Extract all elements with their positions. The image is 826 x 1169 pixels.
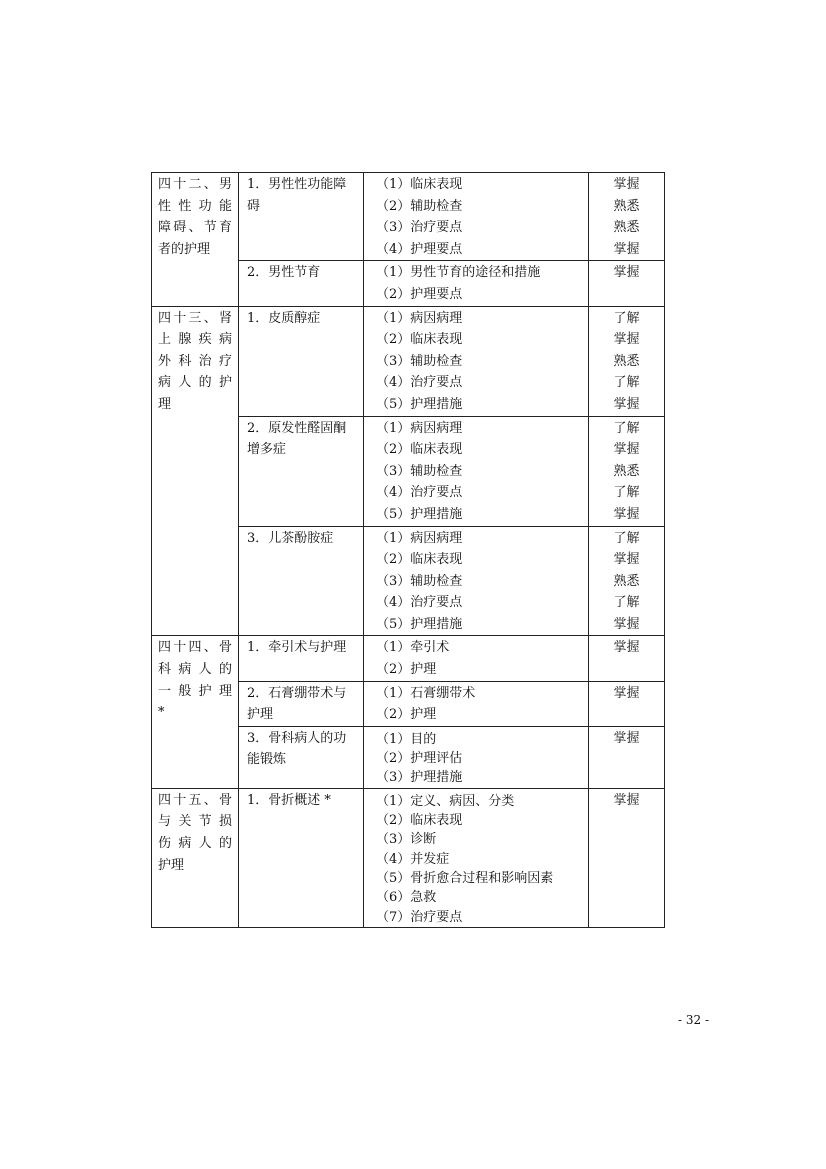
- requirement-level: 掌握: [613, 640, 640, 656]
- chapter-text: 四十四、骨: [158, 640, 232, 656]
- content-item: （4）治疗要点: [376, 595, 463, 611]
- page-number: - 32 -: [678, 1013, 710, 1027]
- topic-title: 护理: [247, 707, 274, 723]
- chapter-text: 病人的护: [158, 375, 232, 391]
- requirement-level: 掌握: [613, 792, 640, 808]
- chapter-text: 理: [158, 396, 172, 412]
- content-item: （1）石膏绷带术: [376, 685, 476, 701]
- requirement-level: 掌握: [613, 265, 640, 281]
- topic-title: 1．男性性功能障: [247, 177, 347, 192]
- topic-title: 1．皮质醇症: [247, 310, 321, 326]
- topic-cell: [239, 261, 364, 306]
- requirement-level: 掌握: [613, 396, 640, 412]
- content-item: （3）辅助检查: [376, 353, 463, 369]
- chapter-text: 与关节损: [158, 814, 232, 830]
- requirement-level: 掌握: [613, 442, 640, 458]
- chapter-text: 四十三、肾: [158, 310, 232, 326]
- requirement-level: 掌握: [613, 332, 640, 348]
- content-item: （1）男性节育的途径和措施: [376, 265, 541, 281]
- topic-title: 1．牵引术与护理: [247, 640, 347, 656]
- requirement-level-cell: [589, 306, 665, 416]
- table-row: [152, 788, 665, 927]
- content-item: （2）临床表现: [376, 813, 463, 829]
- topic-title: 1．骨折概述 *: [247, 792, 331, 808]
- topic-title: 2．原发性醛固酮: [247, 420, 347, 436]
- chapter-cell: [152, 306, 239, 636]
- topic-cell: [239, 306, 364, 416]
- chapter-cell: [152, 788, 239, 927]
- content-item: （1）病因病理: [376, 530, 463, 546]
- syllabus-table: [151, 172, 665, 928]
- content-item: （3）护理措施: [376, 770, 463, 786]
- chapter-cell: [152, 636, 239, 788]
- requirement-level-cell: [589, 261, 665, 306]
- chapter-text: 外科治疗: [158, 353, 232, 369]
- requirement-level: 掌握: [613, 552, 640, 568]
- topic-title: 能锻炼: [247, 752, 287, 768]
- requirement-level-cell: [589, 173, 665, 261]
- content-item: （1）病因病理: [376, 420, 463, 436]
- requirement-level-cell: [589, 416, 665, 526]
- content-item: （3）治疗要点: [376, 220, 463, 236]
- content-item: （1）临床表现: [376, 177, 463, 192]
- requirement-level: 熟悉: [613, 220, 640, 236]
- requirement-level: 熟悉: [613, 198, 640, 214]
- topic-title: 碍: [247, 198, 261, 214]
- topic-cell: [239, 526, 364, 636]
- chapter-text: 上腺疾病: [158, 332, 232, 348]
- chapter-cell: [152, 173, 239, 307]
- content-items-cell: [364, 726, 589, 788]
- chapter-text: 四十二、男: [158, 177, 232, 192]
- requirement-level-cell: [589, 788, 665, 927]
- content-item: （5）护理措施: [376, 396, 463, 412]
- content-items-cell: [364, 526, 589, 636]
- content-item: （4）治疗要点: [376, 375, 463, 391]
- topic-cell: [239, 173, 364, 261]
- content-item: （4）护理要点: [376, 241, 463, 257]
- topic-title: 3．骨科病人的功: [247, 730, 347, 746]
- requirement-level-cell: [589, 726, 665, 788]
- chapter-text: 障碍、节育: [158, 220, 232, 236]
- content-items-cell: [364, 173, 589, 261]
- chapter-text: 者的护理: [158, 241, 211, 257]
- topic-title: 3．儿茶酚胺症: [247, 530, 334, 546]
- chapter-text: 性性功能: [158, 198, 232, 214]
- table-row: [152, 306, 665, 416]
- topic-cell: [239, 726, 364, 788]
- requirement-level: 熟悉: [613, 353, 640, 369]
- requirement-level: 熟悉: [613, 463, 640, 479]
- chapter-text: 一般护理: [158, 683, 232, 699]
- table-row: [152, 173, 665, 261]
- content-item: （2）临床表现: [376, 442, 463, 458]
- content-items-cell: [364, 261, 589, 306]
- requirement-level: 熟悉: [613, 573, 640, 589]
- content-item: （6）急救: [376, 890, 437, 906]
- content-item: （1）目的: [376, 731, 437, 747]
- content-item: （2）临床表现: [376, 552, 463, 568]
- requirement-level: 掌握: [613, 685, 640, 701]
- content-item: （5）骨折愈合过程和影响因素: [376, 870, 554, 886]
- content-item: （1）牵引术: [376, 640, 450, 656]
- content-item: （2）辅助检查: [376, 198, 463, 214]
- chapter-text: *: [158, 705, 165, 721]
- content-item: （2）临床表现: [376, 332, 463, 348]
- content-item: （2）护理: [376, 707, 437, 723]
- content-items-cell: [364, 681, 589, 726]
- chapter-text: 伤病人的: [158, 835, 232, 851]
- topic-cell: [239, 636, 364, 681]
- content-item: （3）辅助检查: [376, 463, 463, 479]
- requirement-level: 掌握: [613, 730, 640, 746]
- content-item: （2）护理要点: [376, 286, 463, 302]
- requirement-level: 了解: [613, 420, 640, 436]
- content-items-cell: [364, 416, 589, 526]
- content-items-cell: [364, 306, 589, 416]
- syllabus-table-body: [152, 173, 665, 928]
- content-item: （7）治疗要点: [376, 909, 463, 925]
- requirement-level: 掌握: [613, 241, 640, 257]
- table-row: [152, 636, 665, 681]
- content-items-cell: [364, 788, 589, 927]
- content-item: （2）护理: [376, 662, 437, 678]
- content-items-cell: [364, 636, 589, 681]
- requirement-level-cell: [589, 636, 665, 681]
- content-item: （3）诊断: [376, 832, 437, 848]
- requirement-level: 了解: [613, 485, 640, 501]
- content-item: （5）护理措施: [376, 616, 463, 632]
- content-item: （4）并发症: [376, 851, 450, 867]
- topic-title: 增多症: [247, 442, 287, 458]
- requirement-level: 掌握: [613, 506, 640, 522]
- content-item: （5）护理措施: [376, 506, 463, 522]
- content-item: （3）辅助检查: [376, 573, 463, 589]
- requirement-level-cell: [589, 526, 665, 636]
- chapter-text: 科病人的: [158, 662, 232, 678]
- topic-cell: [239, 788, 364, 927]
- topic-cell: [239, 681, 364, 726]
- content-item: （4）治疗要点: [376, 485, 463, 501]
- content-item: （1）定义、病因、分类: [376, 793, 515, 809]
- requirement-level: 了解: [613, 595, 640, 611]
- content-item: （2）护理评估: [376, 751, 463, 767]
- chapter-text: 四十五、骨: [158, 792, 232, 808]
- requirement-level: 了解: [613, 310, 640, 326]
- requirement-level: 掌握: [613, 616, 640, 632]
- content-item: （1）病因病理: [376, 310, 463, 326]
- topic-title: 2．石膏绷带术与: [247, 685, 347, 701]
- chapter-text: 护理: [158, 857, 185, 873]
- requirement-level: 了解: [613, 530, 640, 546]
- requirement-level: 掌握: [613, 177, 640, 192]
- topic-title: 2．男性节育: [247, 265, 321, 281]
- requirement-level: 了解: [613, 375, 640, 391]
- topic-cell: [239, 416, 364, 526]
- requirement-level-cell: [589, 681, 665, 726]
